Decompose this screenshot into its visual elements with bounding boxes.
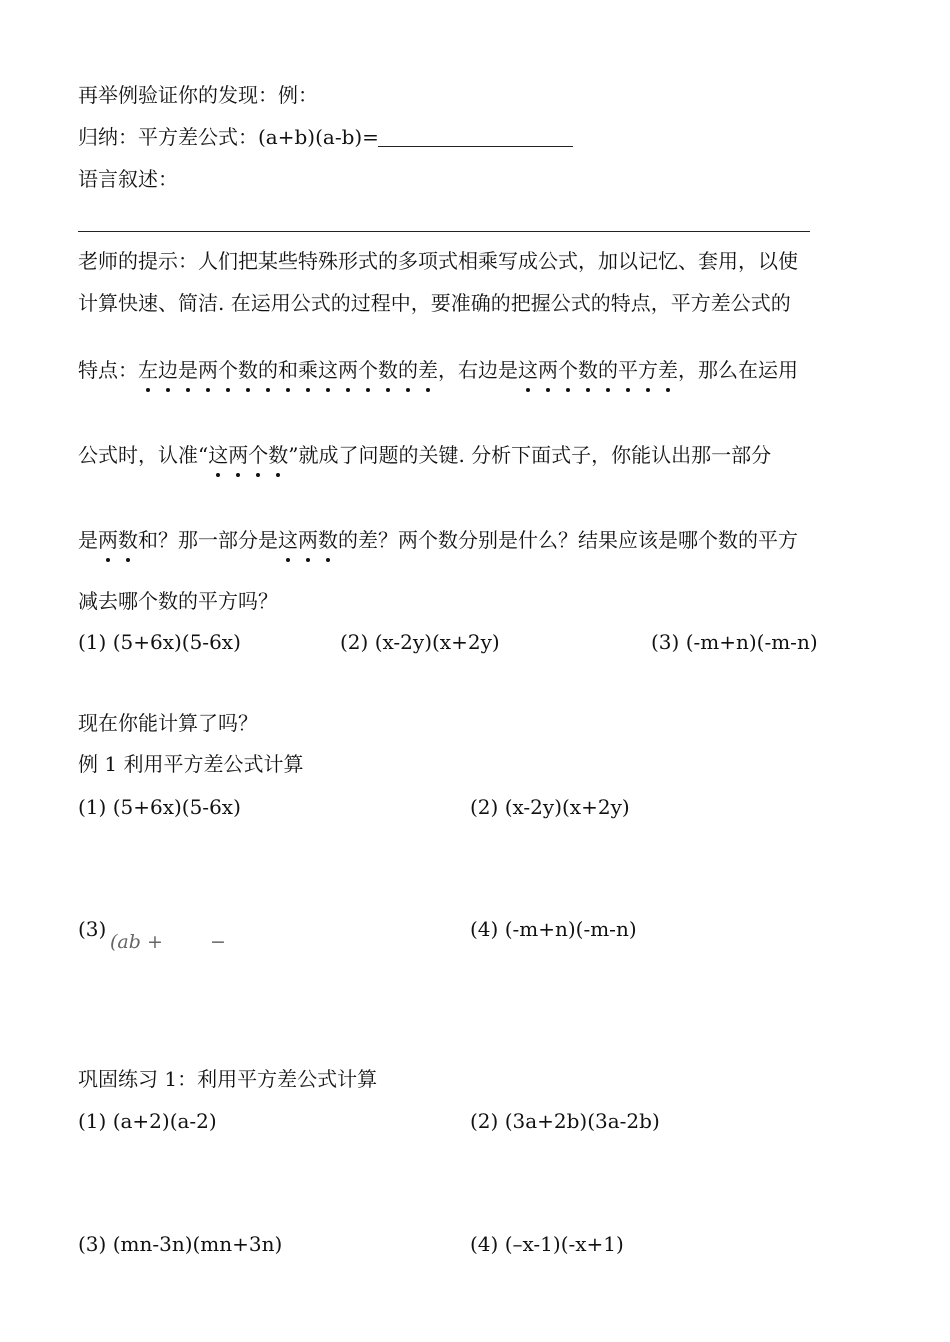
tip-line-3-b: ，右边是	[438, 358, 518, 382]
tip-line-1: 老师的提示：人们把某些特殊形式的多项式相乘写成公式，加以记忆、套用，以使	[78, 249, 798, 273]
describe-label: 语言叙述：	[78, 167, 178, 191]
tip-line-3-d: ，那么在运用	[678, 358, 798, 382]
example-item-3-formula-a: (ab +	[110, 931, 163, 953]
emphasis-two-numbers: 两数	[98, 528, 138, 552]
verify-line: 再举例验证你的发现：例：	[78, 83, 318, 107]
example-item-3-label: (3)	[78, 917, 107, 941]
example-item-4: (4) (-m+n)(-m-n)	[470, 917, 637, 941]
tip-line-5-a: 是	[78, 528, 98, 552]
emphasis-sum-times-difference: 左边是两个数的和乘这两个数的差	[138, 358, 438, 382]
practice-item-1: (1) (a+2)(a-2)	[78, 1109, 217, 1133]
emphasis-these-two-numbers: 这两个数	[208, 443, 289, 467]
tip-line-4-c: ”就成了问题的关键. 分析下面式子，你能认出那一部分	[288, 443, 772, 467]
emphasis-difference-of-squares: 这两个数的平方差	[518, 358, 678, 382]
practice-item-2: (2) (3a+2b)(3a-2b)	[470, 1109, 660, 1133]
practice-title: 巩固练习 1：利用平方差公式计算	[78, 1067, 378, 1091]
summary-line: 归纳：平方差公式：(a+b)(a-b)=	[78, 125, 379, 149]
practice-item-4: (4) (–x-1)(-x+1)	[470, 1232, 624, 1256]
example-item-3-formula-b: −	[210, 931, 226, 953]
practice-item-3: (3) (mn-3n)(mn+3n)	[78, 1232, 283, 1256]
analysis-item-2: (2) (x-2y)(x+2y)	[340, 630, 500, 654]
tip-line-4-a: 公式时，认准“	[78, 443, 209, 467]
describe-blank-underline	[78, 231, 810, 232]
tip-line-2: 计算快速、简洁. 在运用公式的过程中，要准确的把握公式的特点，平方差公式的	[78, 291, 791, 315]
tip-line-4	[78, 443, 771, 467]
answer-blank-underline	[378, 146, 573, 147]
analysis-item-1: (1) (5+6x)(5-6x)	[78, 630, 241, 654]
tip-line-5-c: 和？那一部分是	[138, 528, 278, 552]
emphasis-these-two-numbers-2: 这两数	[278, 528, 338, 552]
example-item-1: (1) (5+6x)(5-6x)	[78, 795, 241, 819]
tip-line-3	[78, 358, 798, 382]
analysis-item-3: (3) (-m+n)(-m-n)	[651, 630, 818, 654]
tip-line-5	[78, 528, 798, 552]
tip-line-6: 减去哪个数的平方吗？	[78, 589, 278, 613]
example-title: 例 1 利用平方差公式计算	[78, 752, 304, 776]
tip-line-3-pre: 特点：	[78, 358, 138, 382]
example-lead: 现在你能计算了吗？	[78, 711, 258, 735]
example-item-2: (2) (x-2y)(x+2y)	[470, 795, 630, 819]
tip-line-5-e: 的差？两个数分别是什么？结果应该是哪个数的平方	[338, 528, 798, 552]
